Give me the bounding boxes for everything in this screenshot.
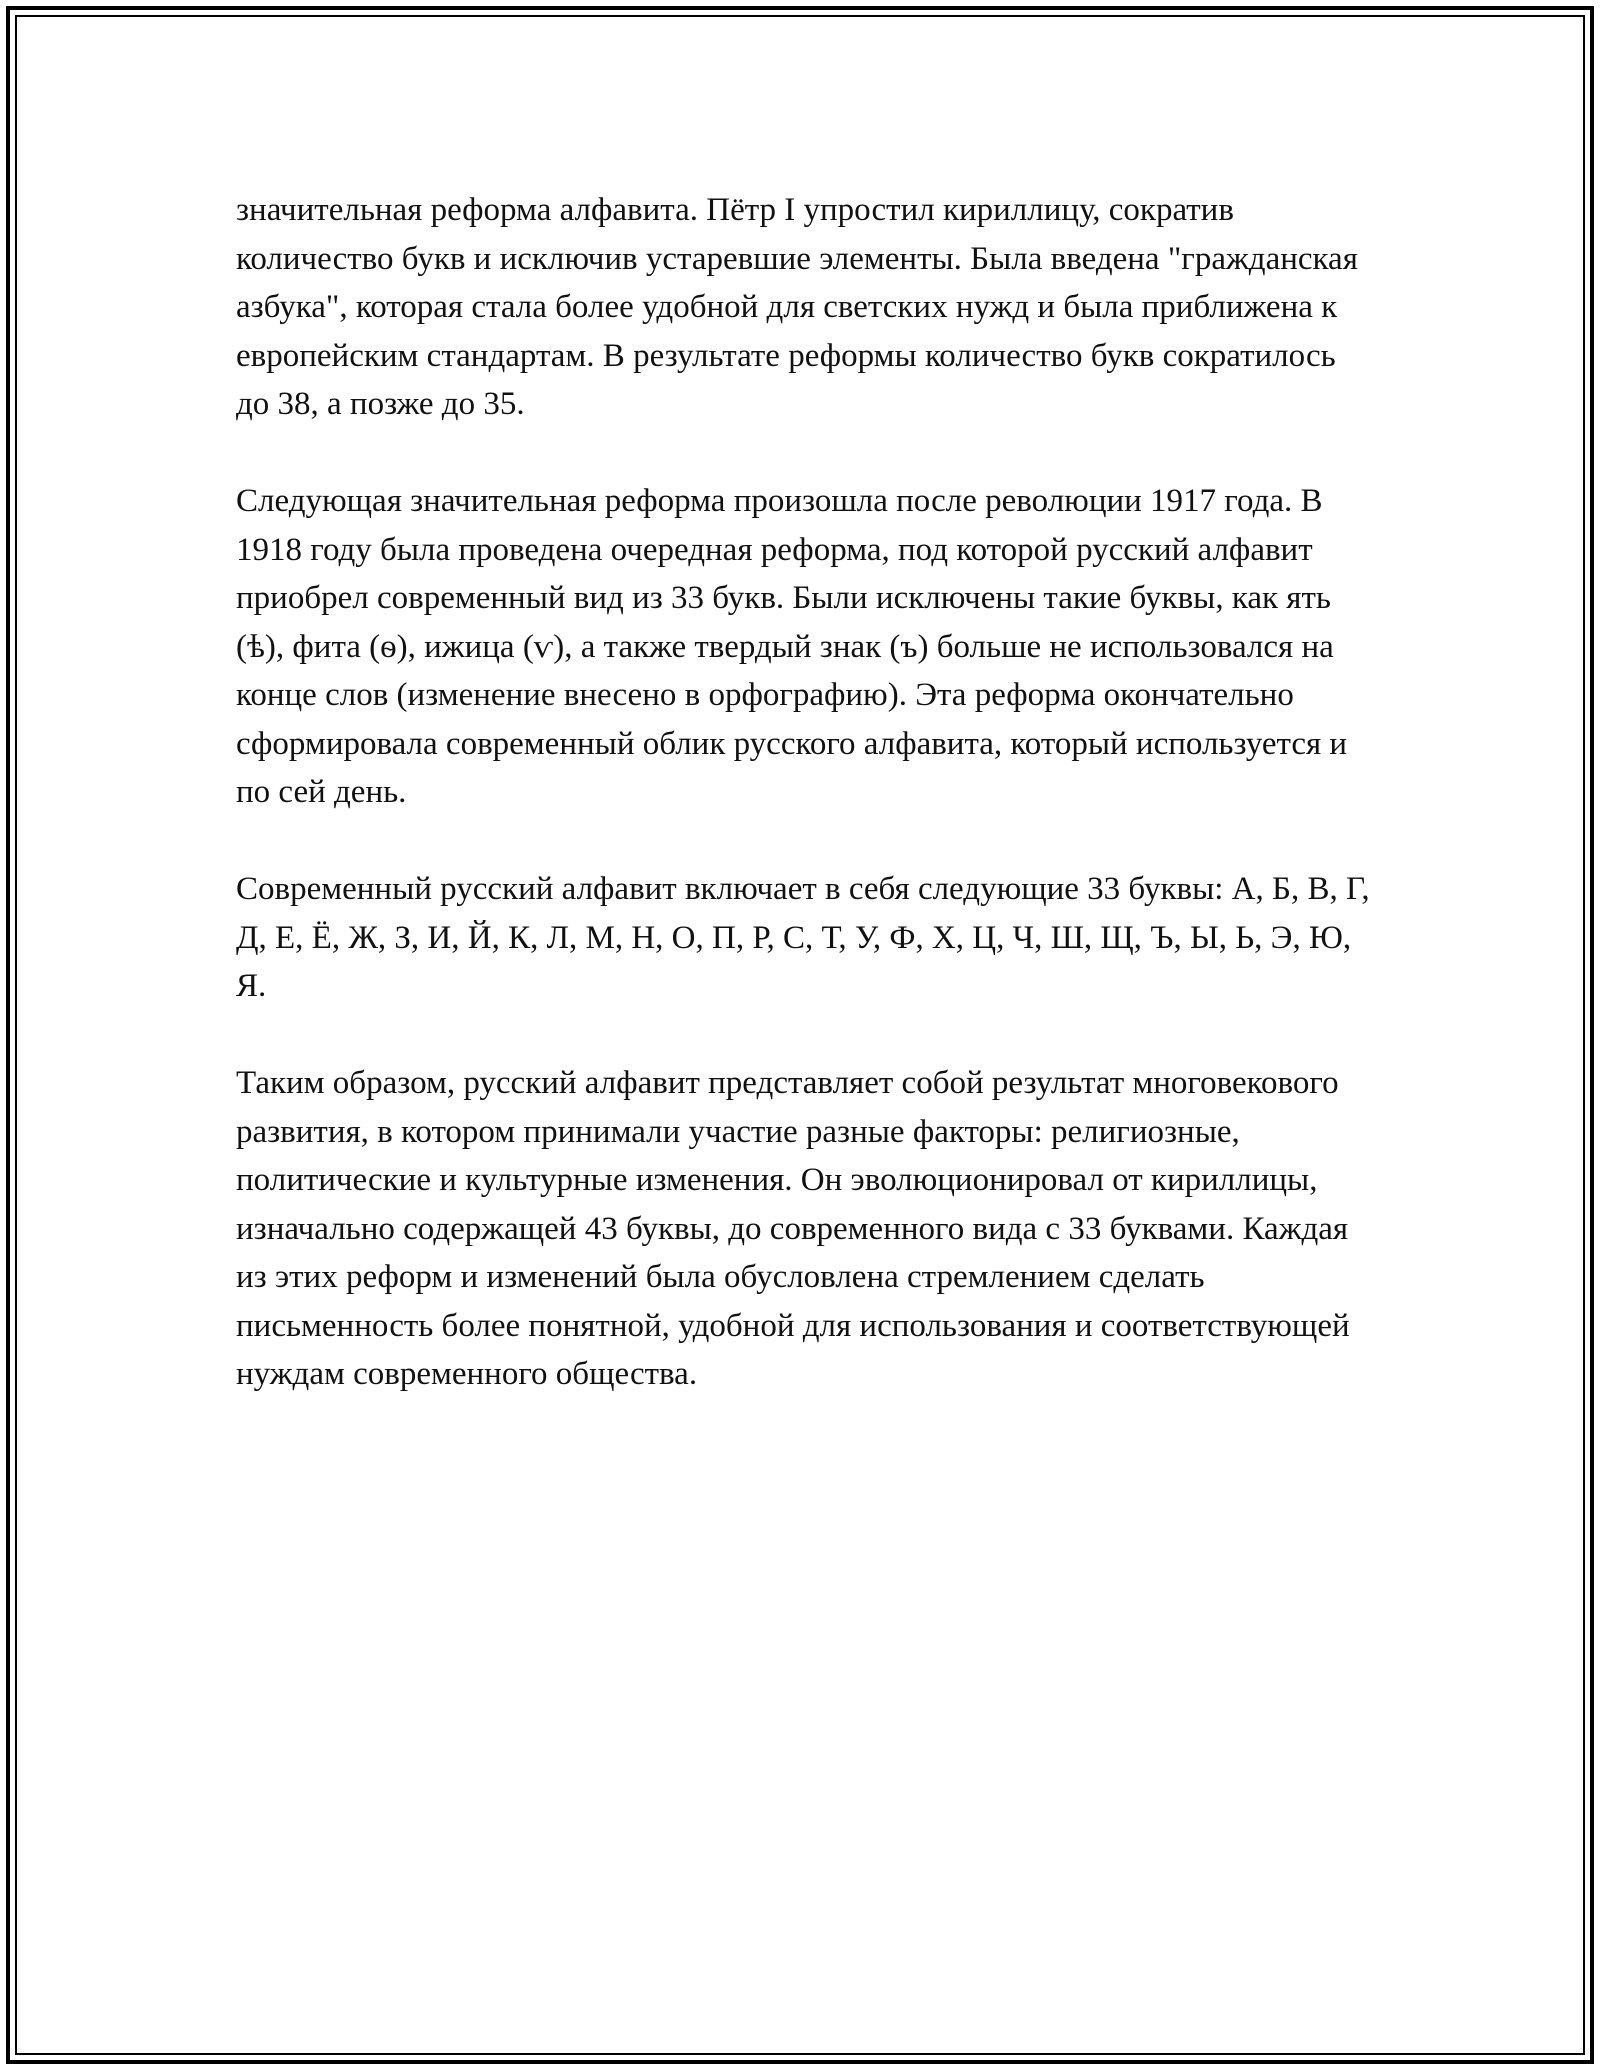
paragraph-peter-reform: значительная реформа алфавита. Пётр I упростил кириллицу, сократив количество букв и исключив устаревшие элементы. Была введена "гражданская азбука", которая стала более удобной для светских нужд и была приближена к европейским стандартам. В результате реформы количество букв сократилось до 38, а позже до 35. [236,192,1358,422]
paragraph-modern-alphabet: Современный русский алфавит включает в себя следующие 33 буквы: А, Б, В, Г, Д, Е, Ё, Ж, З, И, Й, К, Л, М, Н, О, П, Р, С, Т, У, Ф, Х, Ц, Ч, Ш, Щ, Ъ, Ы, Ь, Э, Ю, Я. [236,871,1370,1004]
paragraph-1918-reform: Следующая значительная реформа произошла после революции 1917 года. В 1918 году была проведена очередная реформа, под которой русский алфавит приобрел современный вид из 33 букв. Были исключены такие буквы, как ять (ѣ), фита (ѳ), ижица (ѵ), а также твердый знак (ъ) больше не использовался на конце слов (изменение внесено в орфографию). Эта реформа окончательно сформировала современный облик русского алфавита, который используется и по сей день. [236,483,1348,810]
document-body [236,186,1376,1399]
paragraph-conclusion: Таким образом, русский алфавит представляет собой результат многовекового развития, в котором принимали участие разные факторы: религиозные, политические и культурные изменения. Он эволюционировал от кириллицы, изначально содержащей 43 буквы, до современного вида с 33 буквами. Каждая из этих реформ и изменений была обусловлена стремлением сделать письменность более понятной, удобной для использования и соответствующей нуждам современного общества. [236,1065,1350,1392]
